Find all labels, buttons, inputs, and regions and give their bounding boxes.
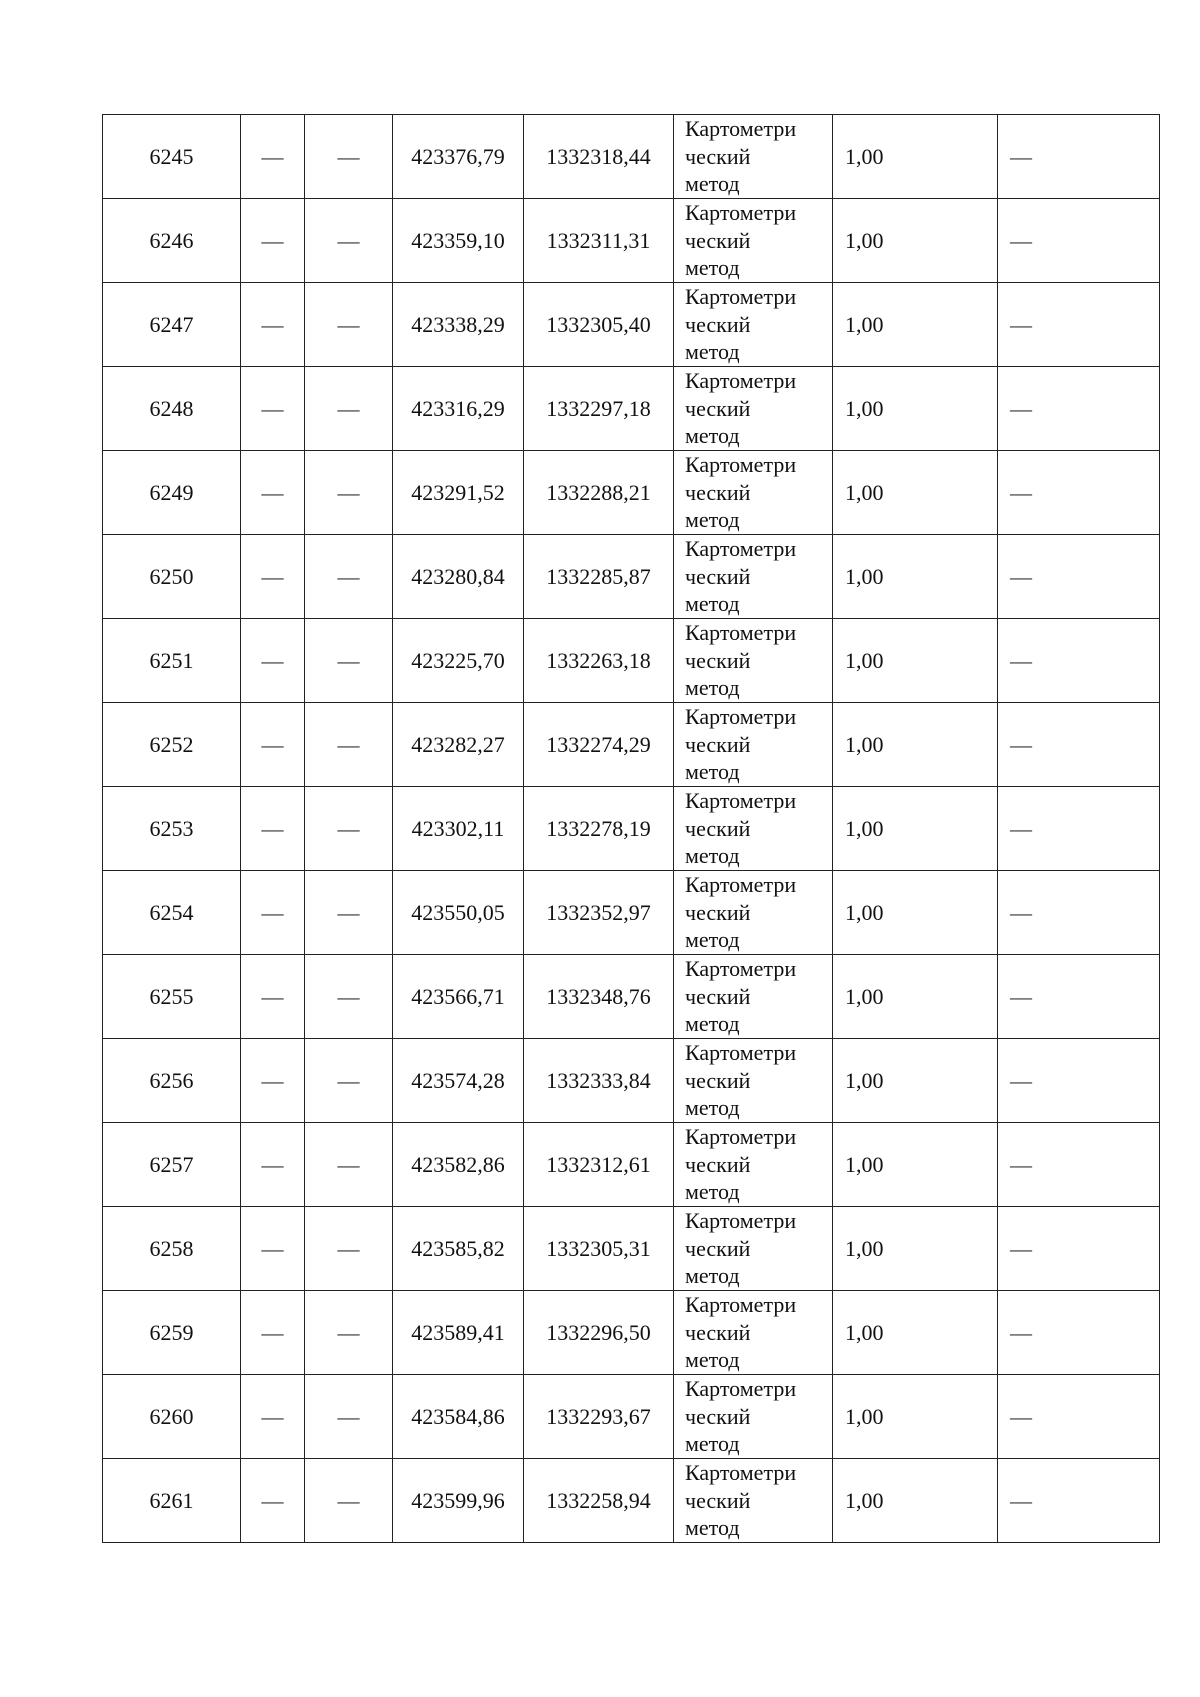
method-line: Картометри — [685, 452, 797, 478]
method-line: метод — [685, 339, 740, 365]
table-row — [103, 283, 1160, 367]
empty-dash-cell: — — [305, 367, 393, 451]
x-coordinate-cell: 423291,52 — [393, 451, 524, 535]
empty-dash-cell: — — [241, 199, 305, 283]
empty-dash-cell: — — [241, 1123, 305, 1207]
table-row — [103, 367, 1160, 451]
accuracy-cell: 1,00 — [833, 1375, 998, 1459]
method-line: Картометри — [685, 956, 797, 982]
point-number-cell: 6259 — [103, 1291, 241, 1375]
method-line: метод — [685, 1179, 740, 1205]
y-coordinate-cell: 1332293,67 — [524, 1375, 674, 1459]
method-line: ческий — [685, 1403, 751, 1429]
method-line: метод — [685, 1011, 740, 1037]
method-line: метод — [685, 759, 740, 785]
empty-dash-cell: — — [998, 955, 1160, 1039]
method-line: Картометри — [685, 284, 797, 310]
method-line: метод — [685, 423, 740, 449]
table-row — [103, 787, 1160, 871]
table-row — [103, 199, 1160, 283]
table-row — [103, 955, 1160, 1039]
y-coordinate-cell: 1332305,31 — [524, 1207, 674, 1291]
empty-dash-cell: — — [241, 619, 305, 703]
method-cell — [674, 1207, 833, 1291]
x-coordinate-cell: 423582,86 — [393, 1123, 524, 1207]
accuracy-cell: 1,00 — [833, 451, 998, 535]
x-coordinate-cell: 423599,96 — [393, 1459, 524, 1543]
method-cell — [674, 115, 833, 199]
empty-dash-cell: — — [241, 787, 305, 871]
empty-dash-cell: — — [241, 115, 305, 199]
method-line: ческий — [685, 563, 751, 589]
method-line: Картометри — [685, 1292, 797, 1318]
accuracy-cell: 1,00 — [833, 1207, 998, 1291]
table-row — [103, 703, 1160, 787]
y-coordinate-cell: 1332288,21 — [524, 451, 674, 535]
point-number-cell: 6258 — [103, 1207, 241, 1291]
accuracy-cell: 1,00 — [833, 367, 998, 451]
empty-dash-cell: — — [241, 871, 305, 955]
x-coordinate-cell: 423550,05 — [393, 871, 524, 955]
y-coordinate-cell: 1332285,87 — [524, 535, 674, 619]
y-coordinate-cell: 1332258,94 — [524, 1459, 674, 1543]
x-coordinate-cell: 423225,70 — [393, 619, 524, 703]
x-coordinate-cell: 423585,82 — [393, 1207, 524, 1291]
empty-dash-cell: — — [998, 787, 1160, 871]
method-cell — [674, 1375, 833, 1459]
accuracy-cell: 1,00 — [833, 199, 998, 283]
empty-dash-cell: — — [241, 1039, 305, 1123]
table-row — [103, 619, 1160, 703]
empty-dash-cell: — — [241, 283, 305, 367]
point-number-cell: 6246 — [103, 199, 241, 283]
y-coordinate-cell: 1332312,61 — [524, 1123, 674, 1207]
point-number-cell: 6260 — [103, 1375, 241, 1459]
method-line: ческий — [685, 143, 751, 169]
x-coordinate-cell: 423316,29 — [393, 367, 524, 451]
empty-dash-cell: — — [998, 199, 1160, 283]
method-line: ческий — [685, 1067, 751, 1093]
y-coordinate-cell: 1332348,76 — [524, 955, 674, 1039]
method-line: Картометри — [685, 788, 797, 814]
x-coordinate-cell: 423280,84 — [393, 535, 524, 619]
empty-dash-cell: — — [241, 955, 305, 1039]
method-line: Картометри — [685, 872, 797, 898]
y-coordinate-cell: 1332311,31 — [524, 199, 674, 283]
y-coordinate-cell: 1332318,44 — [524, 115, 674, 199]
y-coordinate-cell: 1332263,18 — [524, 619, 674, 703]
method-cell — [674, 955, 833, 1039]
method-line: метод — [685, 1431, 740, 1457]
method-line: метод — [685, 591, 740, 617]
method-line: ческий — [685, 1487, 751, 1513]
accuracy-cell: 1,00 — [833, 115, 998, 199]
method-line: Картометри — [685, 704, 797, 730]
empty-dash-cell: — — [305, 283, 393, 367]
empty-dash-cell: — — [305, 703, 393, 787]
table-row — [103, 1039, 1160, 1123]
point-number-cell: 6250 — [103, 535, 241, 619]
table-row — [103, 1375, 1160, 1459]
accuracy-cell: 1,00 — [833, 955, 998, 1039]
method-line: Картометри — [685, 1376, 797, 1402]
method-line: метод — [685, 255, 740, 281]
point-number-cell: 6252 — [103, 703, 241, 787]
empty-dash-cell: — — [998, 1123, 1160, 1207]
method-line: Картометри — [685, 1040, 797, 1066]
y-coordinate-cell: 1332278,19 — [524, 787, 674, 871]
method-cell — [674, 703, 833, 787]
method-line: метод — [685, 1095, 740, 1121]
method-line: ческий — [685, 227, 751, 253]
accuracy-cell: 1,00 — [833, 1123, 998, 1207]
empty-dash-cell: — — [998, 1291, 1160, 1375]
x-coordinate-cell: 423584,86 — [393, 1375, 524, 1459]
method-line: ческий — [685, 1319, 751, 1345]
empty-dash-cell: — — [998, 1039, 1160, 1123]
table-row — [103, 871, 1160, 955]
accuracy-cell: 1,00 — [833, 787, 998, 871]
point-number-cell: 6248 — [103, 367, 241, 451]
table-row — [103, 1207, 1160, 1291]
method-line: Картометри — [685, 116, 797, 142]
method-cell — [674, 787, 833, 871]
x-coordinate-cell: 423566,71 — [393, 955, 524, 1039]
method-cell — [674, 1291, 833, 1375]
empty-dash-cell: — — [241, 451, 305, 535]
method-cell — [674, 451, 833, 535]
empty-dash-cell: — — [241, 703, 305, 787]
table-row — [103, 1291, 1160, 1375]
y-coordinate-cell: 1332297,18 — [524, 367, 674, 451]
accuracy-cell: 1,00 — [833, 619, 998, 703]
method-line: ческий — [685, 815, 751, 841]
accuracy-cell: 1,00 — [833, 535, 998, 619]
point-number-cell: 6245 — [103, 115, 241, 199]
empty-dash-cell: — — [998, 1375, 1160, 1459]
method-cell — [674, 1039, 833, 1123]
point-number-cell: 6251 — [103, 619, 241, 703]
method-line: ческий — [685, 1151, 751, 1177]
method-line: ческий — [685, 647, 751, 673]
empty-dash-cell: — — [305, 1459, 393, 1543]
method-line: Картометри — [685, 1460, 797, 1486]
method-line: метод — [685, 507, 740, 533]
empty-dash-cell: — — [241, 1207, 305, 1291]
accuracy-cell: 1,00 — [833, 1459, 998, 1543]
method-cell — [674, 199, 833, 283]
method-cell — [674, 871, 833, 955]
accuracy-cell: 1,00 — [833, 703, 998, 787]
empty-dash-cell: — — [241, 1375, 305, 1459]
method-cell — [674, 1459, 833, 1543]
empty-dash-cell: — — [305, 451, 393, 535]
empty-dash-cell: — — [305, 1207, 393, 1291]
empty-dash-cell: — — [998, 535, 1160, 619]
x-coordinate-cell: 423359,10 — [393, 199, 524, 283]
x-coordinate-cell: 423302,11 — [393, 787, 524, 871]
method-line: метод — [685, 1515, 740, 1541]
method-line: метод — [685, 1347, 740, 1373]
method-line: метод — [685, 1263, 740, 1289]
method-line: метод — [685, 675, 740, 701]
table-row — [103, 1459, 1160, 1543]
empty-dash-cell: — — [241, 367, 305, 451]
method-cell — [674, 619, 833, 703]
method-cell — [674, 283, 833, 367]
method-line: ческий — [685, 395, 751, 421]
point-number-cell: 6253 — [103, 787, 241, 871]
table-row — [103, 115, 1160, 199]
empty-dash-cell: — — [305, 1039, 393, 1123]
empty-dash-cell: — — [998, 1459, 1160, 1543]
point-number-cell: 6247 — [103, 283, 241, 367]
empty-dash-cell: — — [305, 535, 393, 619]
x-coordinate-cell: 423589,41 — [393, 1291, 524, 1375]
method-line: ческий — [685, 731, 751, 757]
empty-dash-cell: — — [998, 871, 1160, 955]
point-number-cell: 6256 — [103, 1039, 241, 1123]
empty-dash-cell: — — [998, 1207, 1160, 1291]
point-number-cell: 6254 — [103, 871, 241, 955]
y-coordinate-cell: 1332274,29 — [524, 703, 674, 787]
empty-dash-cell: — — [998, 703, 1160, 787]
empty-dash-cell: — — [305, 1123, 393, 1207]
empty-dash-cell: — — [305, 787, 393, 871]
method-line: Картометри — [685, 368, 797, 394]
empty-dash-cell: — — [305, 871, 393, 955]
y-coordinate-cell: 1332333,84 — [524, 1039, 674, 1123]
table-row — [103, 1123, 1160, 1207]
method-cell — [674, 1123, 833, 1207]
method-line: ческий — [685, 311, 751, 337]
y-coordinate-cell: 1332296,50 — [524, 1291, 674, 1375]
x-coordinate-cell: 423338,29 — [393, 283, 524, 367]
y-coordinate-cell: 1332305,40 — [524, 283, 674, 367]
method-line: Картометри — [685, 200, 797, 226]
point-number-cell: 6255 — [103, 955, 241, 1039]
empty-dash-cell: — — [998, 451, 1160, 535]
method-line: ческий — [685, 983, 751, 1009]
point-number-cell: 6249 — [103, 451, 241, 535]
empty-dash-cell: — — [241, 1459, 305, 1543]
accuracy-cell: 1,00 — [833, 871, 998, 955]
x-coordinate-cell: 423282,27 — [393, 703, 524, 787]
empty-dash-cell: — — [241, 535, 305, 619]
method-cell — [674, 367, 833, 451]
accuracy-cell: 1,00 — [833, 1039, 998, 1123]
y-coordinate-cell: 1332352,97 — [524, 871, 674, 955]
method-line: метод — [685, 927, 740, 953]
empty-dash-cell: — — [998, 367, 1160, 451]
method-line: ческий — [685, 1235, 751, 1261]
empty-dash-cell: — — [998, 619, 1160, 703]
method-line: ческий — [685, 479, 751, 505]
empty-dash-cell: — — [305, 1291, 393, 1375]
table-body — [103, 115, 1160, 1543]
point-number-cell: 6257 — [103, 1123, 241, 1207]
method-line: Картометри — [685, 1208, 797, 1234]
method-line: ческий — [685, 899, 751, 925]
method-line: метод — [685, 171, 740, 197]
table-row — [103, 451, 1160, 535]
empty-dash-cell: — — [305, 1375, 393, 1459]
method-line: Картометри — [685, 536, 797, 562]
table-row — [103, 535, 1160, 619]
coordinates-table — [102, 114, 1160, 1543]
method-line: Картометри — [685, 1124, 797, 1150]
point-number-cell: 6261 — [103, 1459, 241, 1543]
accuracy-cell: 1,00 — [833, 283, 998, 367]
empty-dash-cell: — — [305, 619, 393, 703]
method-line: метод — [685, 843, 740, 869]
empty-dash-cell: — — [241, 1291, 305, 1375]
empty-dash-cell: — — [305, 199, 393, 283]
empty-dash-cell: — — [998, 115, 1160, 199]
method-cell — [674, 535, 833, 619]
empty-dash-cell: — — [305, 115, 393, 199]
method-line: Картометри — [685, 620, 797, 646]
empty-dash-cell: — — [998, 283, 1160, 367]
accuracy-cell: 1,00 — [833, 1291, 998, 1375]
x-coordinate-cell: 423376,79 — [393, 115, 524, 199]
empty-dash-cell: — — [305, 955, 393, 1039]
x-coordinate-cell: 423574,28 — [393, 1039, 524, 1123]
